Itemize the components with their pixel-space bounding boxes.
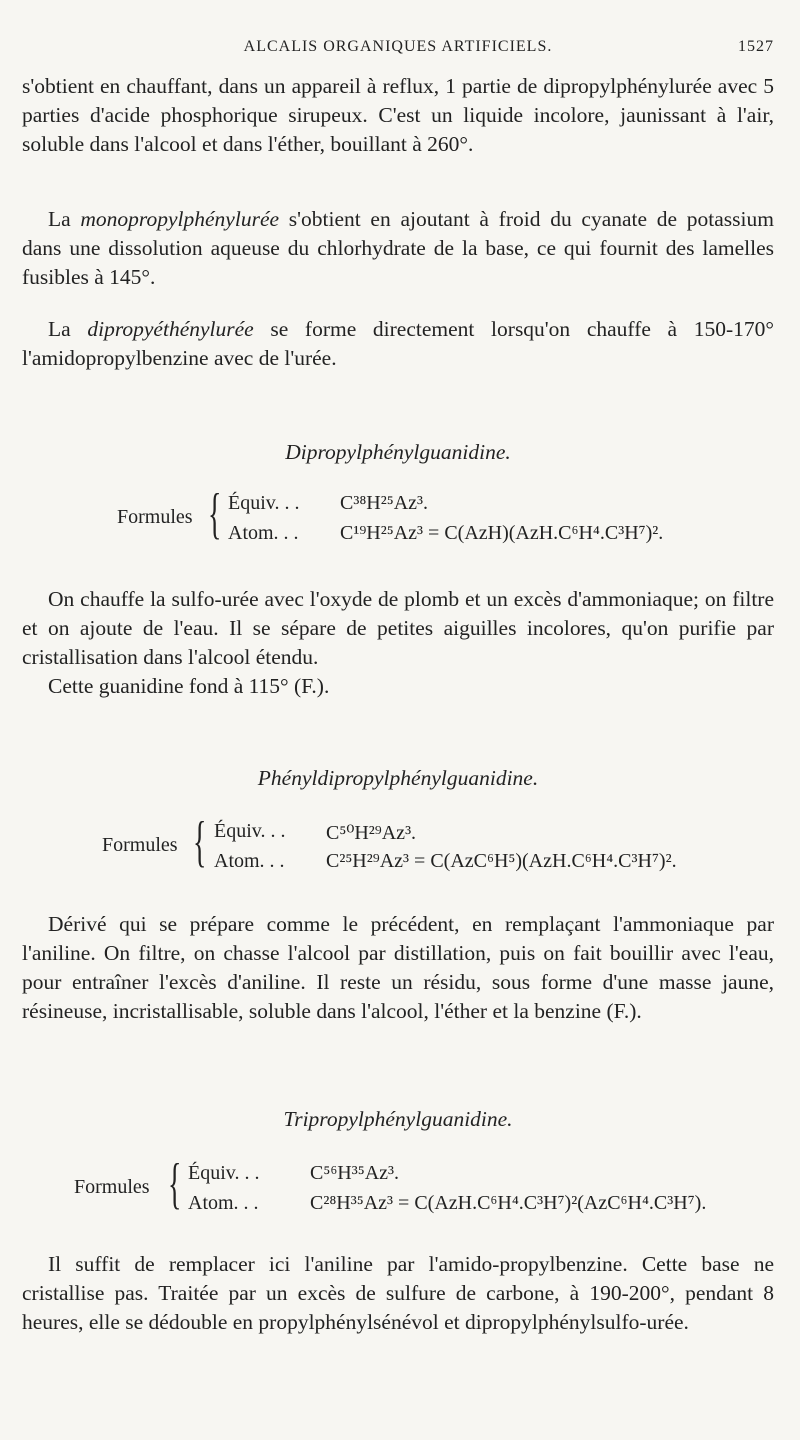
atom-formula: C²⁸H³⁵Az³ = C(AzH.C⁶H⁴.C³H⁷)²(AzC⁶H⁴.C³H⁷). <box>310 1192 707 1214</box>
formula-block-1 <box>22 483 774 548</box>
term-monopropylphenyluree: monopropylphénylurée <box>80 207 280 231</box>
section-title-1: Dipropylphénylguanidine. <box>285 440 511 464</box>
paragraph-7: Il suffit de remplacer ici l'aniline par l'amido-propylbenzine. Cette base ne cristallise pas. Traitée par un excès de sulfure de carbone, à 190-200°, pendant 8 heures, elle se dédouble en propylphénylsénévol et dipropylphénylsulfo-urée. <box>22 1252 774 1334</box>
paragraph-3 <box>22 315 774 373</box>
paragraph-1: s'obtient en chauffant, dans un appareil à reflux, 1 partie de dipropylphénylurée avec 5 parties d'acide phosphorique sirupeux. C'est un liquide incolore, jaunissant à l'air, soluble dans l'alcool et dans l'éther, bouillant à 260°. <box>22 74 774 156</box>
running-title: ALCALIS ORGANIQUES ARTIFICIELS. <box>243 38 553 55</box>
formula-block-3 <box>22 1153 774 1218</box>
atom-formula: C¹⁹H²⁵Az³ = C(AzH)(AzH.C⁶H⁴.C³H⁷)². <box>340 522 664 544</box>
formules-label: Formules <box>117 506 193 528</box>
atom-key: Atom. . . <box>214 850 285 872</box>
term-dipropyethenyluree: dipropyéthénylurée <box>87 317 254 341</box>
equiv-formula: C⁵⁰H²⁹Az³. <box>326 822 417 844</box>
running-header <box>22 38 774 62</box>
page-number: 1527 <box>738 38 774 55</box>
equiv-formula: C³⁸H²⁵Az³. <box>340 492 429 514</box>
equiv-formula: C⁵⁶H³⁵Az³. <box>310 1162 400 1184</box>
brace-symbol: { <box>193 811 207 873</box>
paragraph-3-lead: La <box>48 317 88 341</box>
book-page <box>22 0 774 1440</box>
paragraph-4: On chauffe la sulfo-urée avec l'oxyde de plomb et un excès d'ammoniaque; on filtre et on ajoute de l'eau. Il se sépare de petites aiguilles incolores, qu'on purifie par cristallisation dans l'alcool étendu. <box>22 587 774 669</box>
atom-formula: C²⁵H²⁹Az³ = C(AzC⁶H⁵)(AzH.C⁶H⁴.C³H⁷)². <box>326 850 677 872</box>
brace-symbol: { <box>168 1153 182 1215</box>
equiv-key: Équiv. . . <box>188 1162 260 1184</box>
brace-symbol: { <box>208 483 222 545</box>
section-title-2: Phényldipropylphénylguanidine. <box>257 766 539 790</box>
paragraph-5: Cette guanidine fond à 115° (F.). <box>48 674 330 698</box>
paragraph-2-lead: La <box>48 207 81 231</box>
formula-block-2 <box>22 811 774 876</box>
section-title-3: Tripropylphénylguanidine. <box>283 1107 513 1131</box>
paragraph-6: Dérivé qui se prépare comme le précédent, en remplaçant l'ammoniaque par l'aniline. On filtre, on chasse l'alcool par distillation, puis on fait bouillir avec l'eau, pour entraîner l'excès d'aniline. Il reste un résidu, sous forme d'une masse jaune, résineuse, incristallisable, soluble dans l'alcool, l'éther et la benzine (F.). <box>22 912 774 1023</box>
equiv-key: Équiv. . . <box>214 820 286 842</box>
paragraph-3-rest: se forme directement lorsqu'on chauffe à 150-170° l'amidopropylbenzine avec de l'urée. <box>22 317 775 370</box>
equiv-key: Équiv. . . <box>228 492 300 514</box>
paragraph-2-rest: s'obtient en ajoutant à froid du cyanate de potassium dans une dissolution aqueuse du chlorhydrate de la base, ce qui fournit des lamelles fusibles à 145°. <box>22 207 774 289</box>
formules-label: Formules <box>74 1176 150 1198</box>
formules-label: Formules <box>102 834 178 856</box>
atom-key: Atom. . . <box>188 1192 259 1214</box>
atom-key: Atom. . . <box>228 522 299 544</box>
paragraph-2 <box>22 205 774 292</box>
